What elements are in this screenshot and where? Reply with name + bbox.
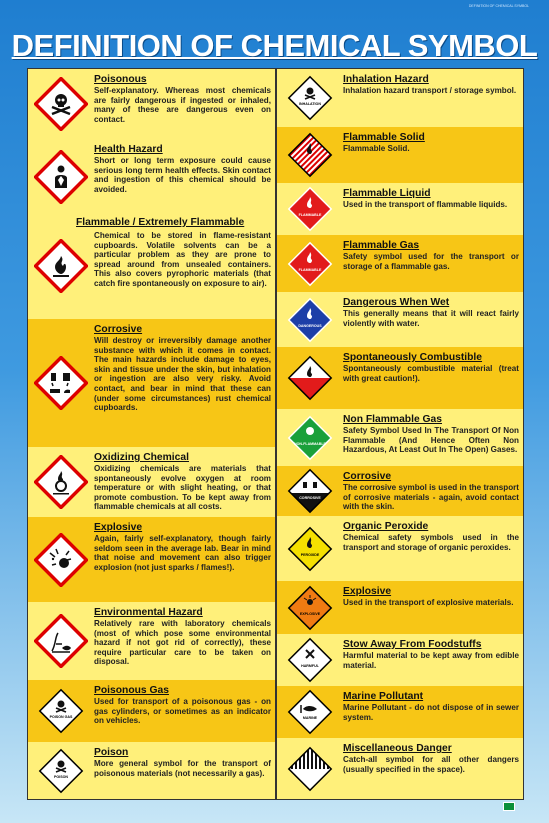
- svg-text:FLAMMABLE: FLAMMABLE: [298, 213, 322, 217]
- flammable-gas-icon: [277, 235, 343, 292]
- svg-text:CORROSIVE: CORROSIVE: [299, 496, 321, 500]
- symbol-row: [28, 742, 275, 799]
- symbol-title: Flammable Liquid: [343, 188, 431, 199]
- small-header-text: DEFINITION OF CHEMICAL SYMBOL: [468, 4, 529, 8]
- symbol-row: [277, 516, 523, 581]
- symbol-title: Miscellaneous Danger: [343, 743, 452, 754]
- symbol-text: [343, 183, 523, 210]
- symbol-text: [343, 581, 523, 608]
- symbol-text: [343, 516, 523, 552]
- symbol-description: Harmful material to be kept away from edible material.: [343, 651, 519, 670]
- symbol-text: [343, 292, 523, 328]
- poison-gas-icon: [28, 680, 94, 742]
- symbol-title: Flammable Gas: [343, 240, 420, 251]
- symbol-title: Poisonous Gas: [94, 685, 169, 696]
- page-title: DEFINITION OF CHEMICAL SYMBOL: [11, 28, 538, 63]
- dangerous-when-wet-icon: [277, 292, 343, 347]
- svg-text:POISON GAS: POISON GAS: [49, 715, 73, 719]
- svg-text:EXPLOSIVE: EXPLOSIVE: [299, 611, 321, 616]
- symbol-title: Oxidizing Chemical: [94, 452, 189, 463]
- poison-icon: [28, 742, 94, 799]
- symbol-row: [277, 686, 523, 738]
- symbol-title: Environmental Hazard: [94, 607, 203, 618]
- symbol-row: [277, 409, 523, 466]
- symbol-description: Self-explanatory. Whereas most chemicals are fairly dangerous if ingested or inhaled, many of these are dangerous even on contact.: [94, 86, 271, 124]
- symbol-text: [94, 139, 275, 194]
- flammable-solid-icon: [277, 127, 343, 183]
- symbol-description: Chemical safety symbols used in the transport and storage of organic peroxides.: [343, 533, 519, 552]
- symbol-row: [28, 319, 275, 447]
- symbol-description: This generally means that it will react fairly violently with water.: [343, 309, 519, 328]
- symbol-description: Used in the transport of explosive materials.: [343, 598, 514, 607]
- symbol-row: [277, 634, 523, 686]
- symbol-row: [277, 292, 523, 347]
- symbol-description: Marine Pollutant - do not dispose of in sewer system.: [343, 703, 519, 722]
- svg-text:FLAMMABLE: FLAMMABLE: [298, 267, 322, 272]
- symbol-description: Spontaneously combustible material (treat with great caution!).: [343, 364, 519, 383]
- symbol-description: Safety Symbol Used In The Transport Of Non Flammable (And Hence Often Non Hazardous, At Least Out In The Open) Gases.: [343, 426, 519, 455]
- symbol-row: [277, 235, 523, 292]
- symbol-text: [94, 517, 275, 572]
- symbol-row: [277, 127, 523, 183]
- symbol-row: [277, 347, 523, 409]
- symbol-description: Used for transport of a poisonous gas - on gas cylinders, or sometimes as an indicator on vehicles.: [94, 697, 271, 726]
- symbol-row: [28, 69, 275, 139]
- symbol-title: Poison: [94, 747, 129, 758]
- symbol-description: Will destroy or irreversibly damage another substance with which it comes in contact. The main hazards include damage to eyes, skin and tissue under the skin, but inhalation or ingestion are also very risky. Avoid contact, and bear in mind that these can (under some circumstances) rust chemical cupboards.: [94, 336, 271, 413]
- symbol-text: [343, 634, 523, 670]
- symbol-title: Inhalation Hazard: [343, 74, 429, 85]
- inhalation-hazard-icon: [277, 69, 343, 127]
- symbol-text: [343, 347, 523, 383]
- symbol-row: [28, 447, 275, 517]
- symbol-title: Poisonous: [94, 74, 147, 85]
- symbol-title: Explosive: [94, 522, 143, 533]
- symbol-title: Corrosive: [343, 471, 392, 482]
- symbol-title: Dangerous When Wet: [343, 297, 450, 308]
- corrosion-icon: [28, 319, 94, 447]
- flame-icon: [28, 229, 94, 293]
- symbol-text: [94, 447, 275, 512]
- left-column: [28, 69, 277, 799]
- symbol-text: [94, 229, 275, 293]
- exploding-bomb-icon: [28, 517, 94, 602]
- svg-text:NON-FLAMMABLE: NON-FLAMMABLE: [294, 441, 326, 446]
- symbol-text: [343, 466, 523, 512]
- symbol-description: Used in the transport of flammable liquids.: [343, 200, 508, 209]
- symbol-text: [343, 738, 523, 774]
- symbol-title: Marine Pollutant: [343, 691, 424, 702]
- symbol-description: Safety symbol used for the transport or storage of a flammable gas.: [343, 252, 519, 271]
- symbol-text: [94, 69, 275, 124]
- flammable-liquid-icon: [277, 183, 343, 235]
- symbol-title: Flammable Solid: [343, 132, 425, 143]
- symbol-title: Health Hazard: [94, 144, 163, 155]
- symbol-title: Stow Away From Foodstuffs: [343, 639, 482, 650]
- symbol-title: Organic Peroxide: [343, 521, 429, 532]
- symbol-row: [277, 466, 523, 516]
- symbol-row: [28, 680, 275, 742]
- symbol-text: [94, 742, 275, 778]
- health-hazard-icon: [28, 139, 94, 214]
- non-flammable-gas-icon: [277, 409, 343, 466]
- explosive-transport-icon: [277, 581, 343, 634]
- svg-text:DANGEROUS: DANGEROUS: [298, 323, 322, 328]
- symbol-text: [343, 69, 523, 96]
- symbol-text: [94, 602, 275, 667]
- miscellaneous-icon: [277, 738, 343, 799]
- svg-text:HARMFUL: HARMFUL: [301, 664, 319, 668]
- organic-peroxide-icon: [277, 516, 343, 581]
- symbol-text: [94, 319, 275, 413]
- svg-text:INHALATION: INHALATION: [299, 102, 321, 106]
- symbol-description: Inhalation hazard transport / storage symbol.: [343, 86, 517, 95]
- flame-over-circle-icon: [28, 447, 94, 517]
- symbol-row-body: [28, 229, 275, 293]
- symbol-row: [277, 183, 523, 235]
- symbol-description: More general symbol for the transport of poisonous materials (not necessarily a gas).: [94, 759, 271, 778]
- marine-pollutant-icon: [277, 686, 343, 738]
- flag-icon: [503, 802, 515, 811]
- symbol-title: Spontaneously Combustible: [343, 352, 483, 363]
- symbol-board: [27, 68, 524, 800]
- symbol-text: [343, 127, 523, 154]
- symbol-row: [28, 214, 275, 319]
- symbol-description: Relatively rare with laboratory chemicals (most of which pose some environmental hazard if not got rid of correctly), these require particular care to be taken on disposal.: [94, 619, 271, 667]
- svg-text:POISON: POISON: [54, 774, 68, 779]
- symbol-description: Oxidizing chemicals are materials that spontaneously evolve oxygen at room temperature or with slight heating, or that promote combustion. To be kept away from flammable chemicals at all costs.: [94, 464, 271, 512]
- symbol-row: [277, 581, 523, 634]
- symbol-text: [343, 409, 523, 455]
- symbol-title: Explosive: [343, 586, 392, 597]
- harmful-icon: [277, 634, 343, 686]
- symbol-row: [28, 517, 275, 602]
- symbol-row: [28, 139, 275, 214]
- environment-icon: [28, 602, 94, 680]
- symbol-text: [94, 680, 275, 726]
- symbol-description: Catch-all symbol for all other dangers (usually specified in the space).: [343, 755, 519, 774]
- svg-text:PEROXIDE: PEROXIDE: [300, 552, 320, 557]
- svg-text:MARINE: MARINE: [302, 716, 318, 720]
- corrosive-transport-icon: [277, 466, 343, 516]
- symbol-title: Non Flammable Gas: [343, 414, 442, 425]
- symbol-description: Flammable Solid.: [343, 144, 410, 153]
- symbol-text: [343, 235, 523, 271]
- symbol-row: [28, 602, 275, 680]
- symbol-title: Flammable / Extremely Flammable: [76, 217, 245, 228]
- symbol-text: [343, 686, 523, 722]
- symbol-row: [277, 738, 523, 799]
- symbol-description: Again, fairly self-explanatory, though fairly seldom seen in the average lab. Bear in mind that noise and movement can also trigger explosion (not just sparks / flames!).: [94, 534, 271, 572]
- right-column: [277, 69, 523, 799]
- symbol-description: Short or long term exposure could cause serious long term health effects. Skin contact and ingestion of this chemical should be avoided.: [94, 156, 271, 194]
- skull-crossbones-icon: [28, 69, 94, 139]
- spontaneously-combustible-icon: [277, 347, 343, 409]
- symbol-description: The corrosive symbol is used in the transport of corrosive materials - again, avoid contact with the skin.: [343, 483, 519, 512]
- symbol-title: Corrosive: [94, 324, 143, 335]
- symbol-row: [277, 69, 523, 127]
- symbol-description: Chemical to be stored in flame-resistant cupboards. Volatile solvents can be a particular problem as they are prone to spread around from unsealed containers. This also covers pyrophoric materials (that catch fire spontaneously on exposure to air).: [94, 231, 271, 288]
